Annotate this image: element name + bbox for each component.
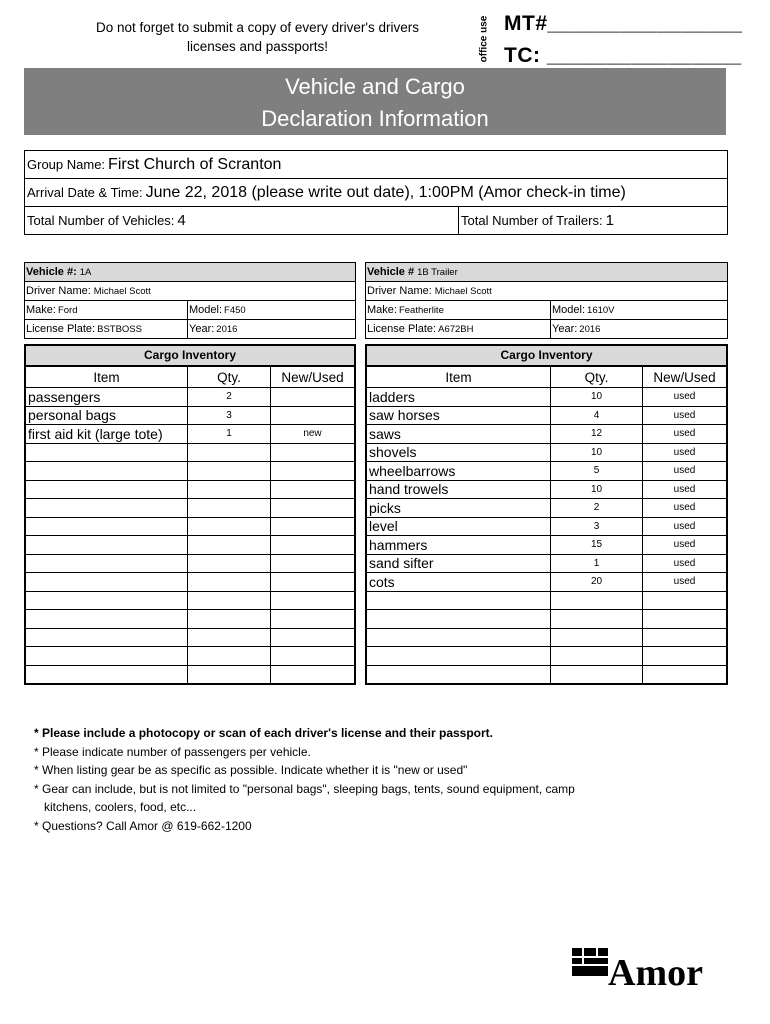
item-cell[interactable] — [26, 573, 188, 592]
vehicle-1-details — [24, 262, 356, 339]
vehicle-1-number-label: Vehicle #: — [26, 266, 77, 278]
table-row — [26, 443, 355, 462]
vehicle-1-model-cell[interactable] — [188, 301, 246, 319]
qty-cell[interactable]: 1 — [188, 425, 271, 444]
table-row — [26, 462, 355, 481]
mt-field[interactable]: MT#________________ — [504, 12, 743, 35]
title-line-2: Declaration Information — [261, 106, 489, 131]
new-used-cell[interactable] — [271, 591, 355, 610]
item-cell[interactable] — [26, 462, 188, 481]
qty-cell[interactable] — [188, 499, 271, 518]
item-cell[interactable] — [367, 665, 551, 684]
vehicle-1-driver-label: Driver Name: — [26, 285, 91, 297]
vehicle-2-plate-label: License Plate: — [367, 323, 437, 335]
qty-cell[interactable] — [188, 554, 271, 573]
vehicle-1-plate-label: License Plate: — [26, 323, 96, 335]
item-cell[interactable] — [26, 480, 188, 499]
table-row — [26, 628, 355, 647]
qty-cell[interactable] — [188, 536, 271, 555]
vehicle-2-plate-cell[interactable] — [366, 320, 551, 338]
table-row — [26, 480, 355, 499]
new-used-cell[interactable] — [271, 647, 355, 666]
item-cell[interactable]: picks — [367, 499, 551, 518]
qty-cell[interactable] — [188, 647, 271, 666]
arrival-value[interactable]: June 22, 2018 (please write out date), 1:00PM (Amor check-in time) — [145, 183, 626, 201]
qty-cell[interactable] — [188, 573, 271, 592]
table-row — [367, 591, 727, 610]
table-row — [26, 591, 355, 610]
vehicle-2-plate-value[interactable]: A672BH — [438, 323, 474, 335]
new-used-cell[interactable]: used — [643, 480, 727, 499]
inventory-2-col-qty: Qty. — [551, 367, 643, 388]
item-cell[interactable] — [367, 647, 551, 666]
qty-cell[interactable]: 10 — [551, 443, 643, 462]
qty-cell[interactable] — [188, 480, 271, 499]
item-cell[interactable]: hand trowels — [367, 480, 551, 499]
vehicle-1-number-value[interactable]: 1A — [79, 266, 92, 278]
item-cell[interactable]: wheelbarrows — [367, 462, 551, 481]
qty-cell[interactable] — [188, 443, 271, 462]
page-title-banner — [24, 68, 726, 135]
table-row — [367, 573, 727, 592]
vehicle-1-year-label: Year: — [189, 323, 215, 335]
arrival-row[interactable] — [25, 179, 727, 207]
table-row — [26, 425, 355, 444]
qty-cell[interactable] — [551, 628, 643, 647]
inventory-1-title: Cargo Inventory — [24, 344, 356, 367]
table-row — [367, 665, 727, 684]
item-cell[interactable]: passengers — [26, 388, 188, 407]
new-used-cell[interactable] — [271, 554, 355, 573]
table-row — [367, 443, 727, 462]
qty-cell[interactable]: 10 — [551, 388, 643, 407]
item-cell[interactable] — [367, 610, 551, 629]
qty-cell[interactable]: 12 — [551, 425, 643, 444]
vehicle-1-year-cell[interactable] — [188, 320, 237, 338]
new-used-cell[interactable]: used — [643, 388, 727, 407]
vehicle-1-plate-value[interactable]: BSTBOSS — [97, 323, 142, 335]
note-1: * Please include a photocopy or scan of each driver's license and their passport. — [34, 726, 493, 740]
new-used-cell[interactable] — [643, 665, 727, 684]
reminder-text: Do not forget to submit a copy of every driver's drivers licenses and passports! — [96, 20, 419, 54]
inventory-1-col-qty: Qty. — [188, 367, 271, 388]
vehicle-2-plate-row — [366, 320, 727, 338]
vehicle-1-make-label: Make: — [26, 304, 56, 316]
new-used-cell[interactable]: used — [643, 554, 727, 573]
tc-field[interactable]: TC: ________________ — [504, 44, 742, 67]
group-name-value[interactable]: First Church of Scranton — [108, 155, 282, 173]
qty-cell[interactable]: 20 — [551, 573, 643, 592]
vehicle-1-plate-row — [25, 320, 355, 338]
table-row — [26, 554, 355, 573]
vehicle-1-make-cell[interactable] — [25, 301, 188, 319]
note-4: * Gear can include, but is not limited to "personal bags", sleeping bags, tents, sound equipment, camp — [34, 781, 575, 796]
table-row — [367, 499, 727, 518]
note-3: * When listing gear be as specific as possible. Indicate whether it is "new or used" — [34, 763, 468, 777]
vehicle-2-number-row[interactable] — [366, 263, 727, 282]
item-cell[interactable]: shovels — [367, 443, 551, 462]
inventory-2-table — [366, 366, 727, 684]
total-vehicles-value[interactable]: 4 — [177, 212, 186, 229]
new-used-cell[interactable] — [271, 406, 355, 425]
new-used-cell[interactable] — [271, 610, 355, 629]
cargo-inventory-2 — [365, 344, 728, 685]
qty-cell[interactable]: 2 — [551, 499, 643, 518]
table-row — [26, 499, 355, 518]
inventory-1-col-new-used: New/Used — [271, 367, 355, 388]
table-row — [367, 554, 727, 573]
new-used-cell[interactable] — [271, 665, 355, 684]
vehicle-1-model-label: Model: — [189, 304, 223, 316]
table-row — [26, 665, 355, 684]
vehicle-1-driver-row[interactable] — [25, 282, 355, 301]
table-row — [367, 628, 727, 647]
item-cell[interactable]: ladders — [367, 388, 551, 407]
vehicle-1-year-value[interactable]: 2016 — [216, 323, 238, 335]
vehicle-2-details — [365, 262, 728, 339]
vehicle-2-year-cell[interactable] — [551, 320, 600, 338]
item-cell[interactable]: hammers — [367, 536, 551, 555]
table-row — [367, 388, 727, 407]
item-cell[interactable] — [26, 665, 188, 684]
cargo-inventory-1 — [24, 344, 356, 685]
qty-cell[interactable] — [188, 628, 271, 647]
item-cell[interactable] — [26, 517, 188, 536]
item-cell[interactable]: first aid kit (large tote) — [26, 425, 188, 444]
note-4-cont: kitchens, coolers, food, etc... — [34, 800, 197, 814]
vehicle-1-make-row — [25, 301, 355, 320]
group-info-box — [24, 150, 728, 235]
item-cell[interactable]: sand sifter — [367, 554, 551, 573]
new-used-cell[interactable]: used — [643, 536, 727, 555]
note-5: * Questions? Call Amor @ 619-662-1200 — [34, 818, 252, 833]
item-cell[interactable] — [367, 628, 551, 647]
total-trailers-cell[interactable] — [459, 212, 614, 229]
vehicle-2-model-value[interactable]: 1610V — [587, 304, 615, 316]
vehicle-2-model-label: Model: — [552, 304, 586, 316]
table-row — [367, 480, 727, 499]
vehicle-2-driver-value[interactable]: Michael Scott — [434, 285, 492, 297]
table-row — [26, 388, 355, 407]
qty-cell[interactable]: 5 — [551, 462, 643, 481]
new-used-cell[interactable] — [271, 443, 355, 462]
table-row — [367, 647, 727, 666]
group-name-label: Group Name: — [27, 157, 106, 172]
item-cell[interactable]: level — [367, 517, 551, 536]
vehicle-2-number-value[interactable]: 1B Trailer — [417, 266, 458, 278]
inventory-1-col-item: Item — [26, 367, 188, 388]
new-used-cell[interactable]: used — [643, 517, 727, 536]
qty-cell[interactable]: 4 — [551, 406, 643, 425]
new-used-cell[interactable] — [271, 462, 355, 481]
item-cell[interactable] — [26, 443, 188, 462]
title-line-1: Vehicle and Cargo — [285, 74, 465, 99]
vehicle-1-model-value[interactable]: F450 — [224, 304, 246, 316]
new-used-cell[interactable] — [271, 480, 355, 499]
qty-cell[interactable] — [551, 647, 643, 666]
new-used-cell[interactable] — [643, 647, 727, 666]
totals-row — [25, 207, 727, 235]
amor-logo-icon — [570, 942, 730, 992]
item-cell[interactable]: saw horses — [367, 406, 551, 425]
item-cell[interactable] — [26, 610, 188, 629]
arrival-label: Arrival Date & Time: — [27, 185, 143, 200]
vehicle-2-driver-label: Driver Name: — [367, 285, 432, 297]
qty-cell[interactable] — [188, 665, 271, 684]
new-used-cell[interactable]: used — [643, 499, 727, 518]
qty-cell[interactable] — [188, 591, 271, 610]
item-cell[interactable]: personal bags — [26, 406, 188, 425]
table-row — [367, 610, 727, 629]
note-2: * Please indicate number of passengers per vehicle. — [34, 744, 311, 759]
item-cell[interactable] — [26, 628, 188, 647]
new-used-cell[interactable]: used — [643, 573, 727, 592]
qty-cell[interactable]: 15 — [551, 536, 643, 555]
qty-cell[interactable] — [188, 517, 271, 536]
inventory-2-col-item: Item — [367, 367, 551, 388]
table-row — [367, 536, 727, 555]
new-used-cell[interactable] — [643, 610, 727, 629]
vehicle-1-number-row[interactable] — [25, 263, 355, 282]
new-used-cell[interactable]: new — [271, 425, 355, 444]
vehicle-1-make-value[interactable]: Ford — [57, 304, 78, 316]
inventory-1-table — [25, 366, 355, 684]
vehicle-2-make-value[interactable]: Featherlite — [398, 304, 444, 316]
office-use-label: office use — [478, 15, 490, 63]
qty-cell[interactable]: 3 — [188, 406, 271, 425]
table-row — [26, 610, 355, 629]
qty-cell[interactable] — [551, 610, 643, 629]
vehicle-2-make-label: Make: — [367, 304, 397, 316]
new-used-cell[interactable] — [271, 499, 355, 518]
new-used-cell[interactable] — [643, 591, 727, 610]
qty-cell[interactable] — [188, 610, 271, 629]
table-row — [26, 517, 355, 536]
item-cell[interactable]: saws — [367, 425, 551, 444]
new-used-cell[interactable]: used — [643, 443, 727, 462]
item-cell[interactable]: cots — [367, 573, 551, 592]
qty-cell[interactable]: 1 — [551, 554, 643, 573]
table-row — [26, 406, 355, 425]
vehicle-2-year-value[interactable]: 2016 — [579, 323, 601, 335]
total-trailers-value[interactable]: 1 — [605, 212, 614, 229]
table-row — [367, 462, 727, 481]
vehicle-1-driver-value[interactable]: Michael Scott — [93, 285, 151, 297]
vehicle-2-make-cell[interactable] — [366, 301, 551, 319]
vehicle-2-model-cell[interactable] — [551, 301, 615, 319]
table-row — [367, 517, 727, 536]
new-used-cell[interactable] — [643, 628, 727, 647]
item-cell[interactable] — [367, 591, 551, 610]
new-used-cell[interactable]: used — [643, 406, 727, 425]
logo-text: Amor — [608, 952, 703, 992]
new-used-cell[interactable] — [271, 536, 355, 555]
qty-cell[interactable] — [551, 591, 643, 610]
new-used-cell[interactable] — [271, 573, 355, 592]
table-row — [26, 647, 355, 666]
new-used-cell[interactable] — [271, 388, 355, 407]
table-row — [367, 425, 727, 444]
instructions-notes — [34, 724, 575, 835]
item-cell[interactable] — [26, 554, 188, 573]
total-vehicles-cell[interactable] — [25, 207, 459, 234]
item-cell[interactable] — [26, 499, 188, 518]
item-cell[interactable] — [26, 591, 188, 610]
qty-cell[interactable] — [551, 665, 643, 684]
vehicle-2-driver-row[interactable] — [366, 282, 727, 301]
amor-logo — [570, 942, 730, 992]
item-cell[interactable] — [26, 536, 188, 555]
vehicle-2-number-label: Vehicle # — [367, 266, 415, 278]
group-name-row[interactable] — [25, 151, 727, 179]
inventory-2-title: Cargo Inventory — [365, 344, 728, 367]
new-used-cell[interactable] — [271, 628, 355, 647]
new-used-cell[interactable]: used — [643, 425, 727, 444]
inventory-2-col-new-used: New/Used — [643, 367, 727, 388]
total-vehicles-label: Total Number of Vehicles: — [27, 213, 175, 228]
table-row — [26, 536, 355, 555]
table-row — [26, 573, 355, 592]
qty-cell[interactable]: 3 — [551, 517, 643, 536]
vehicle-2-year-label: Year: — [552, 323, 578, 335]
qty-cell[interactable]: 2 — [188, 388, 271, 407]
qty-cell[interactable]: 10 — [551, 480, 643, 499]
vehicle-1-plate-cell[interactable] — [25, 320, 188, 338]
new-used-cell[interactable] — [271, 517, 355, 536]
table-row — [367, 406, 727, 425]
total-trailers-label: Total Number of Trailers: — [461, 213, 603, 228]
new-used-cell[interactable]: used — [643, 462, 727, 481]
vehicle-2-make-row — [366, 301, 727, 320]
qty-cell[interactable] — [188, 462, 271, 481]
item-cell[interactable] — [26, 647, 188, 666]
